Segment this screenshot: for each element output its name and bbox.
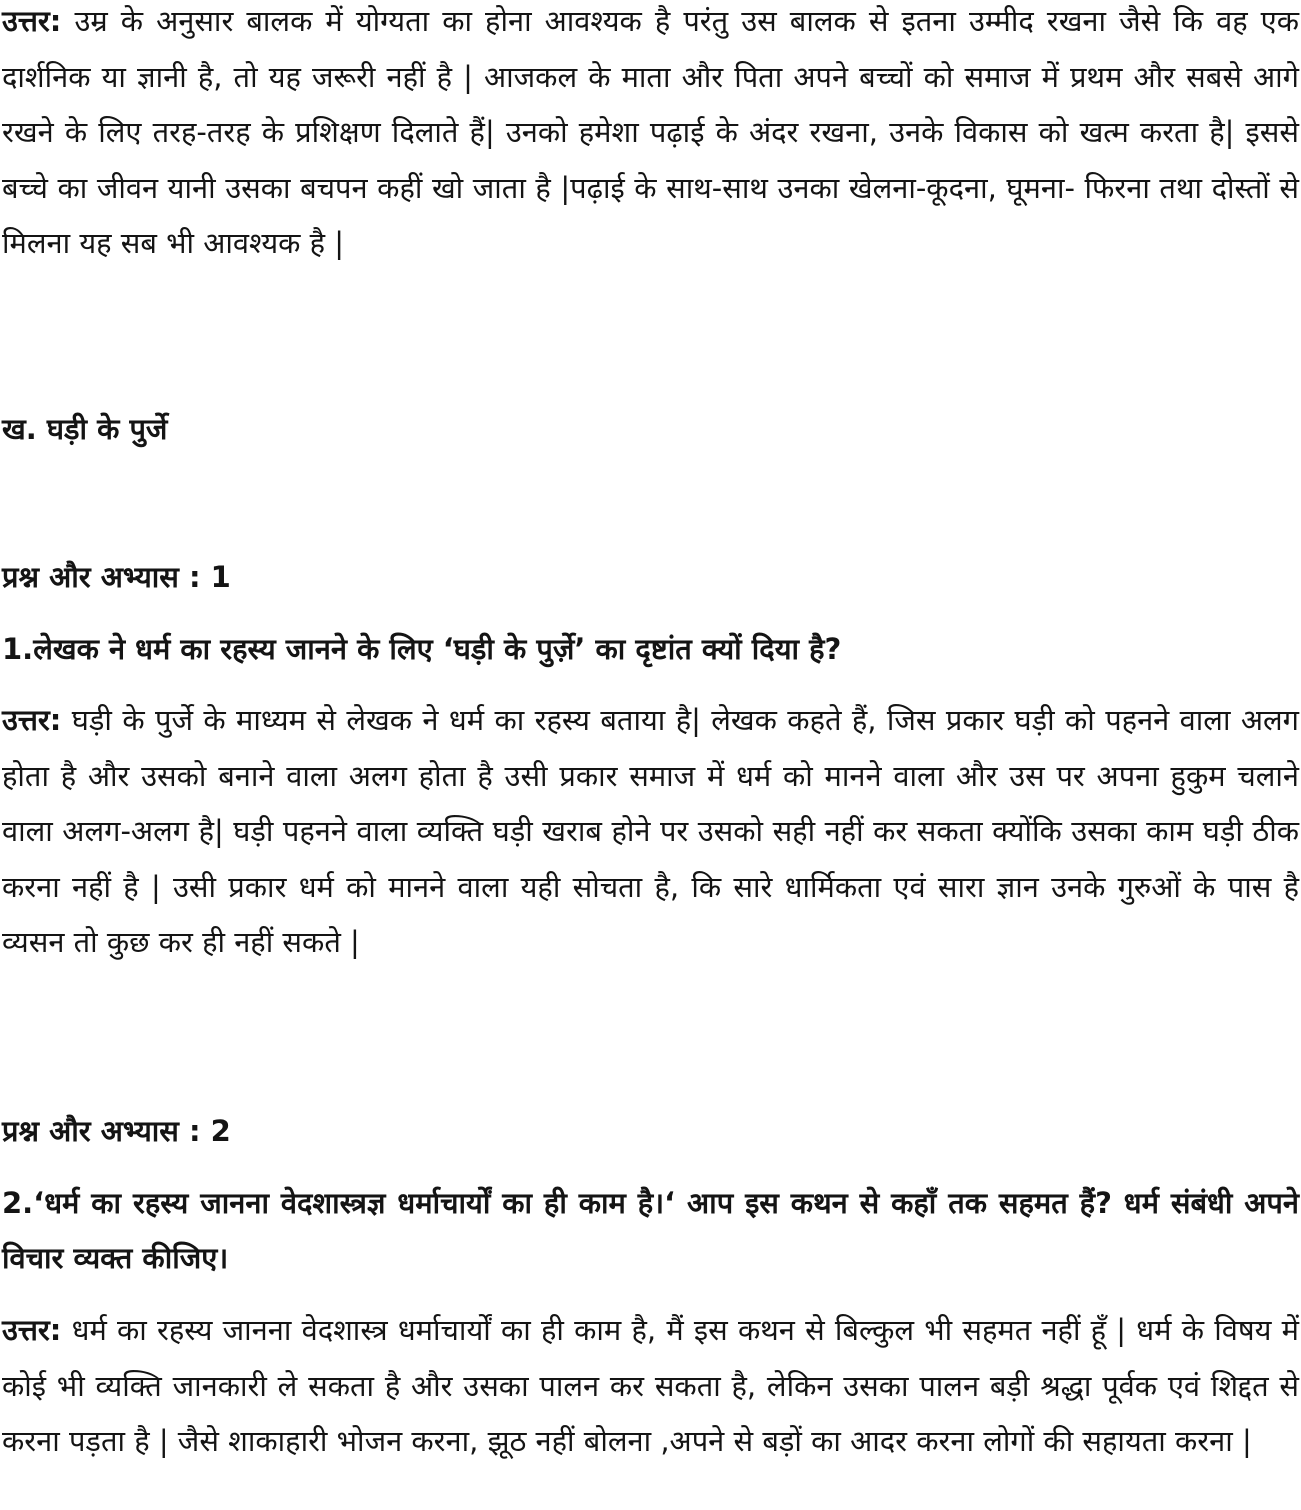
question-2: 2.‘धर्म का रहस्य जानना वेदशास्त्रज्ञ धर्माचार्यों का ही काम है।‘ आप इस कथन से कहाँ तक सहमत हैं? धर्म संबंधी अपने विचार व्यक्त कीजिए। [2, 1186, 1299, 1275]
answer-paragraph-1 [2, 0, 1299, 272]
exercise-heading-2: प्रश्न और अभ्यास : 2 [2, 1114, 231, 1148]
answer-label: उत्तर: [2, 1313, 62, 1347]
answer-text: घड़ी के पुर्जे के माध्यम से लेखक ने धर्म का रहस्य बताया है| लेखक कहते हैं, जिस प्रकार घड़ी को पहनने वाला अलग होता है और उसको बनाने वाला अलग होता है उसी प्रकार समाज में धर्म को मानने वाला और उस पर अपना हुकुम चलाने वाला अलग-अलग है| घड़ी पहनने वाला व्यक्ति घड़ी खराब होने पर उसको सही नहीं कर सकता क्योंकि उसका काम घड़ी ठीक करना नहीं है | उसी प्रकार धर्म को मानने वाला यही सोचता है, कि सारे धार्मिकता एवं सारा ज्ञान उनके गुरुओं के पास है व्यसन तो कुछ कर ही नहीं सकते | [2, 703, 1299, 960]
answer-paragraph-2 [2, 693, 1299, 971]
section-heading: ख. घड़ी के पुर्जे [2, 412, 168, 446]
answer-label: उत्तर: [2, 703, 62, 737]
question-1: 1.लेखक ने धर्म का रहस्य जानने के लिए ‘घड़ी के पुर्ज़े’ का दृष्टांत क्यों दिया है? [2, 632, 842, 666]
answer-paragraph-3 [2, 1303, 1299, 1470]
answer-text: धर्म का रहस्य जानना वेदशास्त्र धर्माचार्यों का ही काम है, मैं इस कथन से बिल्कुल भी सहमत नहीं हूँ | धर्म के विषय में कोई भी व्यक्ति जानकारी ले सकता है और उसका पालन कर सकता है, लेकिन उसका पालन बड़ी श्रद्धा पूर्वक एवं शिद्दत से करना पड़ता है | जैसे शाकाहारी भोजन करना, झूठ नहीं बोलना ,अपने से बड़ों का आदर करना लोगों की सहायता करना | [2, 1313, 1299, 1459]
answer-label: उत्तर: [2, 4, 62, 38]
answer-text: उम्र के अनुसार बालक में योग्यता का होना आवश्यक है परंतु उस बालक से इतना उम्मीद रखना जैसे कि वह एक दार्शनिक या ज्ञानी है, तो यह जरूरी नहीं है | आजकल के माता और पिता अपने बच्चों को समाज में प्रथम और सबसे आगे रखने के लिए तरह-तरह के प्रशिक्षण दिलाते हैं| उनको हमेशा पढ़ाई के अंदर रखना, उनके विकास को खत्म करता है| इससे बच्चे का जीवन यानी उसका बचपन कहीं खो जाता है |पढ़ाई के साथ-साथ उनका खेलना-कूदना, घूमना- फिरना तथा दोस्तों से मिलना यह सब भी आवश्यक है | [2, 4, 1299, 261]
exercise-heading-1: प्रश्न और अभ्यास : 1 [2, 560, 231, 594]
